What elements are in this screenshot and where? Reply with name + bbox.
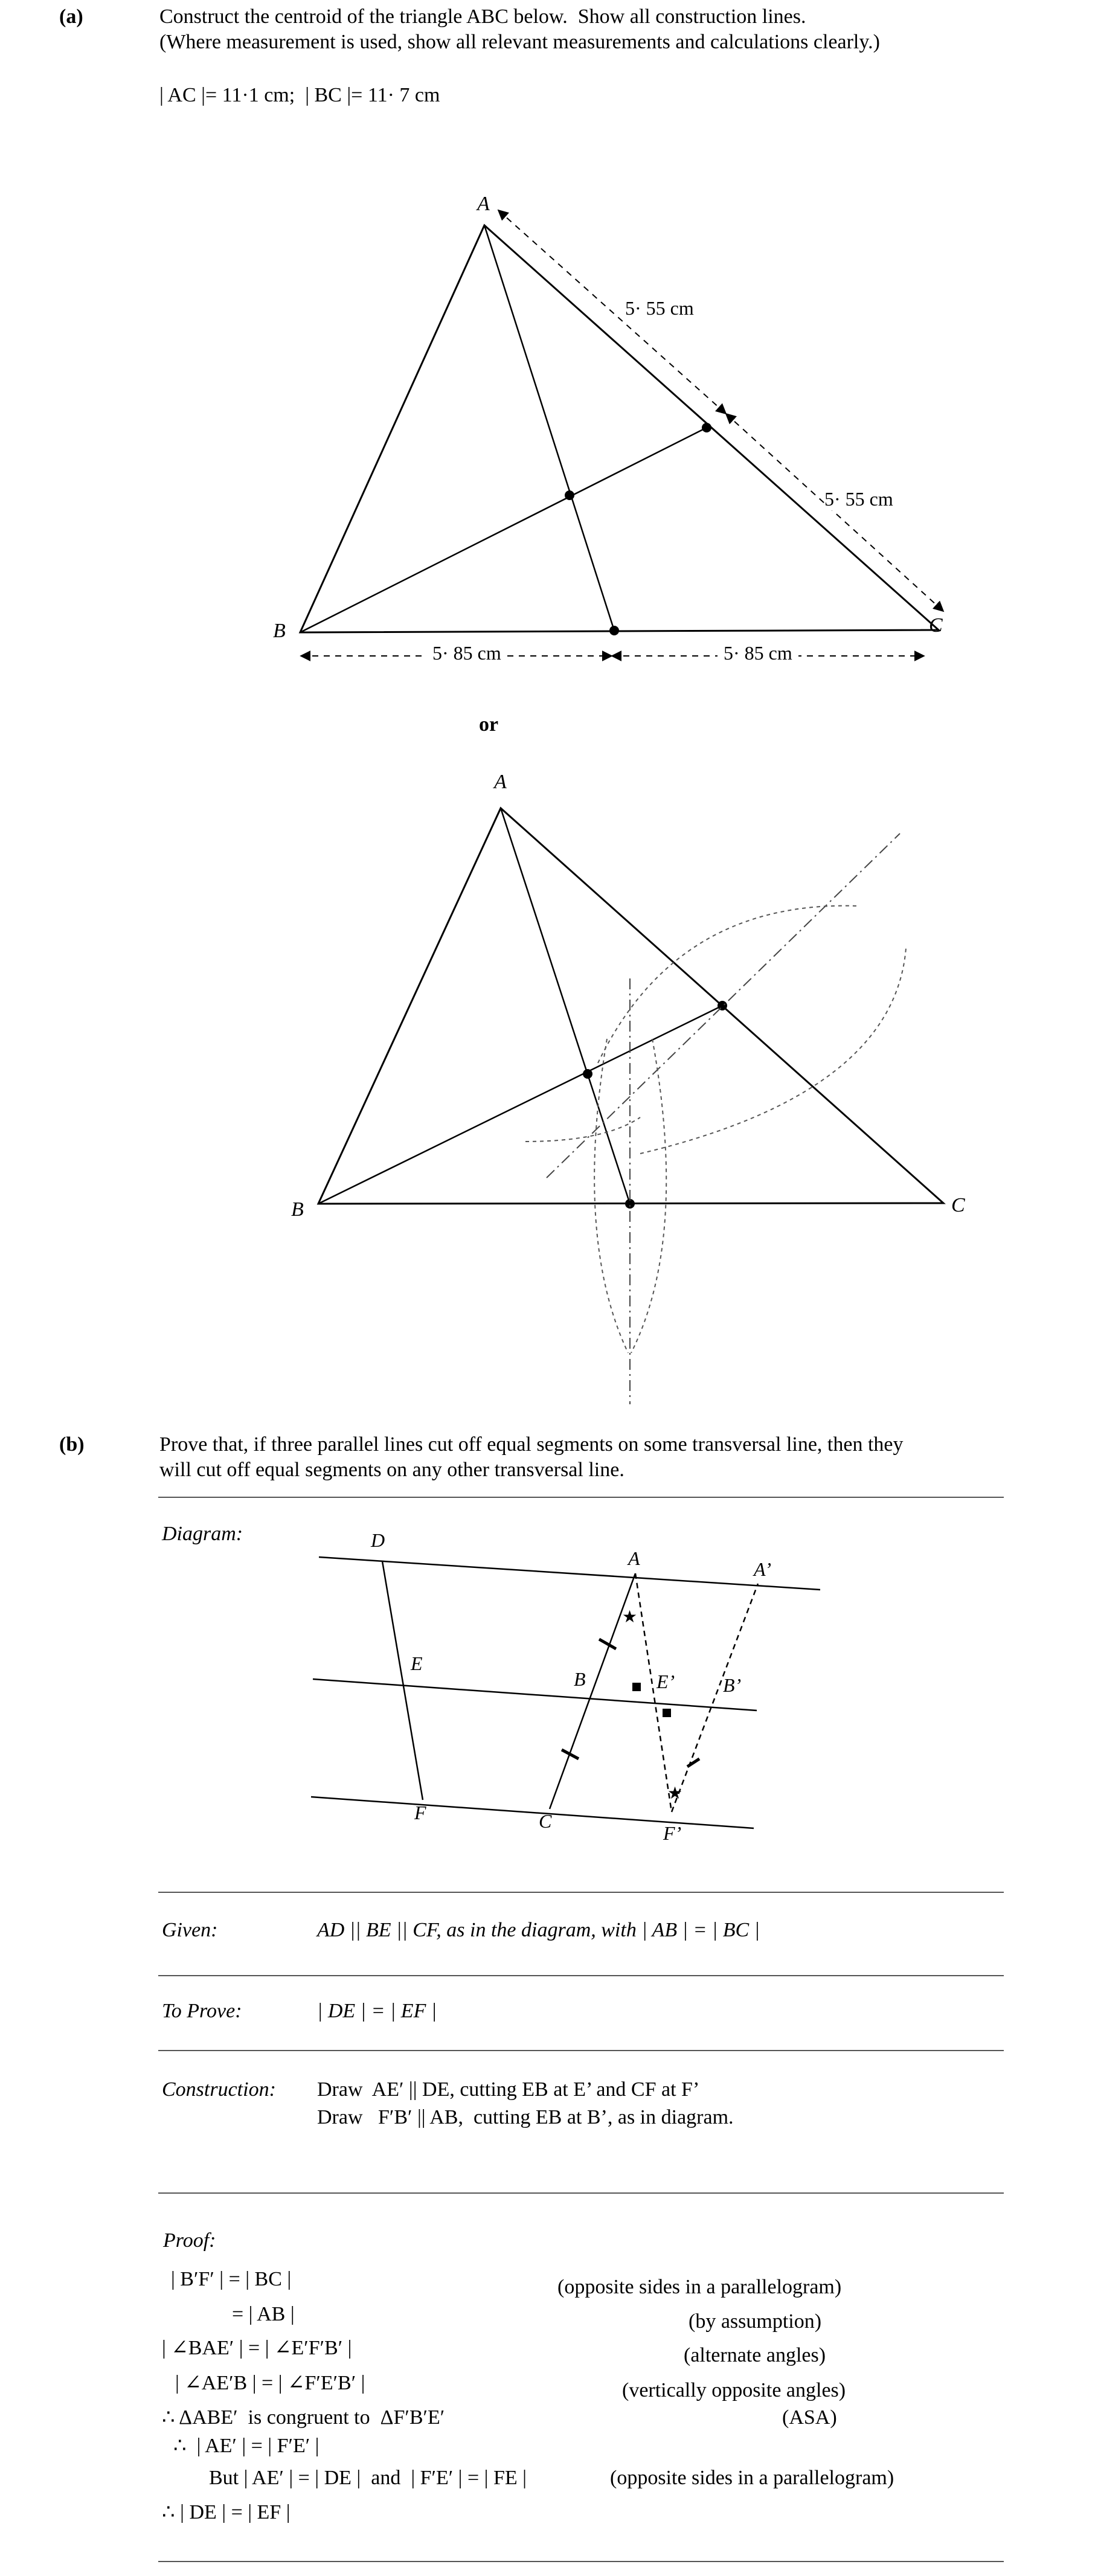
diagram-label-a: A: [628, 1547, 640, 1569]
proof-statement: But | AE′ | = | DE | and | F′E′ | = | FE |: [209, 2467, 527, 2489]
fig2-vertex-c: C: [951, 1194, 965, 1216]
part-b-question-line1: Prove that, if three parallel lines cut off equal segments on some transversal line, then they: [159, 1433, 904, 1456]
construction-line1: Draw AE′ || DE, cutting EB at E’ and CF at F’: [317, 2078, 700, 2101]
part-a-instruction-line1: Construct the centroid of the triangle ABC below. Show all construction lines.: [159, 5, 806, 28]
diagram-label-e: E: [411, 1653, 423, 1674]
given-measurements: | AC |= 11·1 cm; | BC |= 11· 7 cm: [159, 84, 440, 106]
or-separator: or: [479, 713, 499, 736]
parallel-line-bottom: [311, 1797, 754, 1828]
part-a-instruction-line2: (Where measurement is used, show all relevant measurements and calculations clearly.): [159, 31, 880, 53]
construction-heading: Construction:: [162, 2078, 276, 2101]
star-angle-mark-1: ★: [622, 1607, 638, 1627]
divider: [158, 1975, 1004, 1976]
fig1-label-half-bc-right: 5· 85 cm: [718, 642, 798, 664]
proof-reason: (by assumption): [689, 2310, 822, 2333]
diagram-label-d: D: [371, 1529, 385, 1551]
fig2-vertex-a: A: [494, 771, 507, 793]
diagram-label-f: F: [414, 1802, 426, 1823]
transversal-diagram: [0, 1522, 1098, 1860]
compass-arc-c-1: [631, 1039, 666, 1353]
triangle-abc-2: [318, 808, 943, 1204]
to-prove-text: | DE | = | EF |: [317, 2000, 437, 2022]
proof-statement: = | AB |: [232, 2303, 295, 2325]
to-prove-heading: To Prove:: [162, 2000, 242, 2022]
parallel-line-middle: [313, 1679, 757, 1710]
compass-arc-extra: [525, 1117, 640, 1142]
proof-heading: Proof:: [163, 2229, 216, 2252]
divider: [158, 2561, 1004, 2562]
proof-reason: (ASA): [782, 2406, 837, 2429]
triangle-abc: [300, 225, 939, 632]
parallel-line-top: [319, 1557, 820, 1590]
proof-reason: (opposite sides in a parallelogram): [610, 2467, 894, 2489]
midpoint-bc: [609, 626, 619, 635]
median-from-b: [300, 428, 707, 632]
segment-f-prime-a-prime: [672, 1584, 758, 1812]
square-angle-mark-2: [663, 1709, 671, 1717]
construction-line2: Draw F′B′ || AB, cutting EB at B’, as in diagram.: [317, 2106, 734, 2128]
fig1-vertex-b: B: [273, 620, 286, 642]
fig2-vertex-b: B: [291, 1198, 304, 1221]
centroid-point: [565, 490, 574, 500]
square-angle-mark-1: [632, 1683, 641, 1691]
fig1-vertex-a: A: [477, 193, 490, 215]
proof-statement: ∴ ΔABE′ is congruent to ΔF′B′E′: [162, 2406, 445, 2429]
fig1-label-half-bc-left: 5· 85 cm: [426, 642, 507, 664]
star-angle-mark-2: ★: [667, 1783, 683, 1803]
diagram-heading: Diagram:: [162, 1523, 243, 1545]
fig1-label-half-ac-lower: 5· 55 cm: [824, 488, 893, 510]
part-b-label: (b): [59, 1433, 85, 1456]
proof-statement: ∴ | DE | = | EF |: [162, 2501, 291, 2523]
diagram-label-c: C: [539, 1810, 552, 1832]
given-heading: Given:: [162, 1919, 218, 1941]
diagram-label-b: B: [574, 1668, 586, 1690]
given-text: AD || BE || CF, as in the diagram, with | AB | = | BC |: [317, 1919, 760, 1941]
proof-statement: | B′F′ | = | BC |: [171, 2268, 292, 2290]
tick-mark-ab: [599, 1639, 616, 1649]
diagram-label-e-prime: E’: [657, 1671, 675, 1692]
centroid-point-2: [583, 1069, 592, 1079]
proof-statement: | ∠AE′B | = | ∠F′E′B′ |: [175, 2372, 365, 2394]
divider: [158, 2050, 1004, 2051]
part-a-label: (a): [59, 5, 83, 28]
midpoint-ac: [702, 423, 711, 432]
median-from-a: [484, 225, 614, 631]
compass-arc-b-1: [594, 1039, 628, 1353]
centroid-figure-measured: [0, 0, 1098, 676]
transversal-def: [382, 1561, 423, 1800]
centroid-figure-constructed: [0, 755, 1098, 1419]
part-b-question-line2: will cut off equal segments on any other transversal line.: [159, 1459, 624, 1481]
diagram-label-f-prime: F’: [663, 1822, 682, 1844]
proof-statement: ∴ | AE′ | = | F′E′ |: [173, 2435, 319, 2457]
divider: [158, 2192, 1004, 2194]
proof-reason: (alternate angles): [684, 2344, 826, 2366]
fig1-vertex-c: C: [929, 614, 943, 637]
divider: [158, 1497, 1004, 1498]
diagram-label-b-prime: B’: [723, 1674, 742, 1696]
proof-reason: (opposite sides in a parallelogram): [557, 2276, 842, 2298]
median-from-a-2: [501, 808, 630, 1204]
fig1-label-half-ac-upper: 5· 55 cm: [625, 297, 694, 319]
tick-mark-b-prime-f-prime: [687, 1759, 699, 1767]
divider: [158, 1892, 1004, 1893]
proof-statement: | ∠BAE′ | = | ∠E′F′B′ |: [162, 2337, 352, 2359]
diagram-label-a-prime: A’: [754, 1558, 772, 1580]
proof-reason: (vertically opposite angles): [622, 2379, 846, 2401]
dimension-ac-lower: [726, 414, 943, 611]
